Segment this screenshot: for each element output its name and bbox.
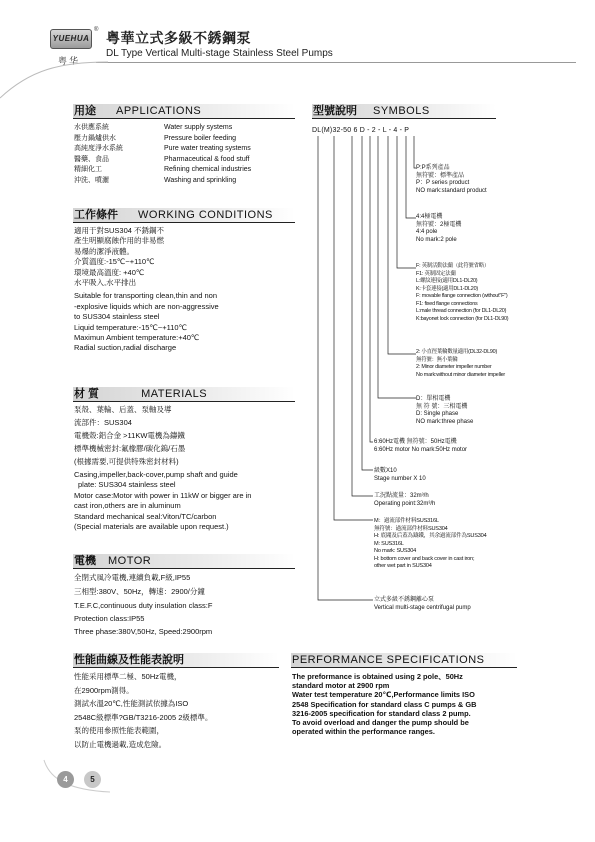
- symbol-line: Operating point:32m³/h: [374, 500, 436, 507]
- performance-curve-heading: [73, 653, 279, 668]
- symbol-line: 無符號：2極電機: [416, 221, 462, 228]
- perf-en-line: 2548 Specification for standard class C pumps & GB: [292, 699, 477, 709]
- perf-specs-heading-en: PERFORMANCE SPECIFICATIONS: [292, 654, 485, 666]
- working-line: 水平吸入,水平排出: [74, 277, 137, 287]
- app-en-5: Refining chemical industries: [164, 166, 252, 173]
- symbol-line: 無符號：過流部件材料SUS304: [374, 525, 448, 532]
- motor-line: 三相型:380V、50Hz，轉速：2900/分鐘: [74, 587, 205, 596]
- symbol-line: 無符號：標準產品: [416, 172, 465, 179]
- symbol-line: K:bayonet lock connection (for DL1-DL90): [416, 315, 509, 322]
- symbol-line: 無 符 號：三相電機: [416, 403, 468, 410]
- symbol-line: K:卡套連接(適用DL1-DL20): [416, 285, 478, 292]
- performance-specs-heading: [291, 653, 517, 668]
- symbol-line: F1: 英制固定法蘭: [416, 270, 456, 277]
- perf-en-line: standard motor at 2900 rpm: [292, 681, 390, 691]
- page-number-right: 5: [84, 771, 101, 788]
- app-en-1: Water supply systems: [164, 124, 233, 131]
- symbol-line: Stage number X 10: [374, 475, 426, 482]
- symbol-line: 2: 小直徑葉輪數量適用(DL32-DL90): [416, 349, 498, 355]
- working-conditions-text: [74, 226, 219, 354]
- working-heading-cn: 工作條件: [74, 209, 118, 221]
- materials-line: plate: SUS304 stainless steel: [78, 480, 176, 490]
- symbol-line: No mark: SUS304: [374, 548, 417, 554]
- symbol-line: 級數X10: [374, 468, 397, 474]
- symbol-line: NO mark:three phase: [416, 418, 474, 425]
- app-en-6: Washing and sprinkling: [164, 176, 237, 184]
- perf-cn-line: 在2900rpm測得。: [74, 685, 134, 695]
- symbol-desc-L: [416, 263, 508, 323]
- symbol-desc-DL: [374, 597, 471, 612]
- page-title-en: DL Type Vertical Multi-stage Stainless Steel Pumps: [106, 48, 333, 59]
- symbol-line: M：過流部件材料SUS316L: [374, 518, 439, 524]
- motor-heading-cn: 電機: [74, 555, 96, 567]
- symbol-line: P:P系列產品: [416, 165, 450, 171]
- perf-cn-line: 泵的使用參照性能表範圍，: [74, 726, 164, 735]
- symbol-line: D：單相電機: [416, 396, 451, 402]
- working-line: 產生明顯腐蝕作用的非易燃: [74, 236, 164, 246]
- symbol-line: 立式多級不銹鋼離心泵: [374, 597, 435, 603]
- materials-line: 電機殼:鋁合金 >11KW電機為鑄鐵: [74, 431, 185, 440]
- materials-line: 流部件：SUS304: [74, 418, 132, 427]
- working-heading-en: WORKING CONDITIONS: [138, 209, 273, 221]
- working-line: Maximun Ambient temperature:+40℃: [74, 332, 200, 342]
- symbol-line: F: 英制活動法蘭（此符號省略）: [416, 263, 490, 269]
- materials-heading-cn: 材 質: [74, 388, 100, 400]
- perf-en-line: operated within the performance ranges.: [292, 727, 435, 737]
- symbol-line: F1: fixed flange connections: [416, 300, 478, 307]
- perf-en-line: 3216-2005 specification for standard class 2 pump.: [292, 708, 471, 718]
- working-conditions-heading: [73, 208, 295, 223]
- symbol-line: H: bottom cover and back cover in cast iron;: [374, 555, 475, 562]
- symbol-line: M: SUS316L: [374, 540, 404, 547]
- header-divider: [96, 62, 576, 63]
- materials-heading-en: MATERIALS: [141, 388, 208, 400]
- working-line: -explosive liquids which are non-aggressive: [74, 301, 219, 311]
- materials-line: Motor case:Motor with power in 11kW or bigger are in: [74, 490, 252, 500]
- app-en-2: Pressure boiler feeding: [164, 134, 236, 142]
- app-cn-5: 精細化工: [74, 166, 102, 173]
- perf-cn-line: 2548C級標準?GB/T3216-2005 2級標準。: [74, 712, 213, 722]
- symbol-line: 4:4極電機: [416, 214, 443, 220]
- symbol-line: 6:60Hz motor No mark:50Hz motor: [374, 446, 468, 453]
- symbols-heading-en: SYMBOLS: [373, 105, 430, 117]
- symbol-desc-4: [416, 214, 461, 244]
- materials-line: (Special materials are available upon request.): [74, 521, 229, 531]
- symbol-line: No mark:2 pole: [416, 236, 457, 243]
- symbol-desc-P: [416, 165, 487, 195]
- working-line: Liquid temperature:-15℃~+110℃: [74, 322, 188, 332]
- header-curve-decoration: [0, 60, 110, 100]
- working-line: 環境最高溫度: +40℃: [74, 267, 145, 277]
- perf-curve-heading-cn: 性能曲線及性能表說明: [74, 654, 184, 666]
- perf-cn-line: 性能采用標準二極、50Hz電機，: [74, 672, 182, 681]
- app-cn-4: 醫藥、食品: [74, 155, 109, 163]
- working-line: Suitable for transporting clean,thin and non: [74, 291, 218, 301]
- app-cn-6: 沖洗、噴灑: [74, 176, 109, 184]
- motor-line: T.E.F.C,continuous duty insulation class:F: [74, 601, 213, 610]
- symbol-line: other wet part in SUS304: [374, 563, 432, 569]
- logo-subtitle: 粤华: [58, 57, 81, 67]
- app-en-3: Pure water treating systems: [164, 145, 251, 152]
- symbol-line: Vertical multi-stage centrifugal pump: [374, 604, 471, 611]
- symbol-line: 工況點流量：32m³/h: [374, 493, 429, 499]
- page-number-left: 4: [57, 771, 74, 788]
- symbols-heading: [312, 104, 496, 119]
- footer-decoration: [40, 756, 120, 796]
- symbol-desc-2: [416, 349, 505, 379]
- working-line: 介質溫度:-15℃~+110℃: [74, 257, 155, 267]
- materials-line: 泵殼、葉輪、后蓋、泵軸及導: [74, 405, 172, 414]
- materials-line: 標準機械密封:氟橡膠/碳化鎢/石墨: [74, 444, 186, 453]
- working-line: 適用于對SUS304 不銹鋼不: [74, 226, 165, 235]
- app-en-4: Pharmaceutical & food stuff: [164, 155, 250, 163]
- registered-mark: ®: [94, 27, 99, 33]
- working-line: 易爆的潔淨液體。: [74, 246, 134, 256]
- applications-heading-cn: 用途: [74, 105, 96, 117]
- applications-heading: [73, 104, 295, 119]
- symbol-line: 無符號：無小葉輪: [416, 356, 458, 363]
- symbol-line: H: 底閥及后蓋為鑄鐵，其余過流部件為SUS304: [374, 533, 487, 539]
- materials-heading: [73, 387, 295, 402]
- symbol-line: F: movable flange connection (without"F"): [416, 293, 508, 299]
- motor-text: [74, 573, 212, 640]
- logo-plate: YUEHUA: [50, 29, 92, 49]
- symbol-desc-32: [374, 493, 435, 508]
- motor-line: Protection class:IP55: [74, 614, 145, 623]
- applications-heading-en: APPLICATIONS: [116, 105, 202, 117]
- symbol-desc-50: [374, 468, 426, 483]
- perf-cn-line: 測試水溫20℃,性能測試依據為ISO: [74, 699, 189, 708]
- symbol-line: L:螺紋連接(適用DL1-DL20): [416, 278, 478, 284]
- symbol-desc-M: [374, 518, 486, 571]
- materials-text: [74, 405, 251, 532]
- performance-curve-text: [74, 672, 212, 753]
- symbols-heading-cn: 型號說明: [313, 105, 357, 117]
- app-cn-3: 高純度淨水系統: [74, 145, 123, 152]
- symbol-line: No mark:without minor diameter impeller: [416, 371, 505, 378]
- motor-heading: [73, 554, 295, 569]
- symbol-line: D: Single phase: [416, 411, 459, 417]
- app-cn-1: 水供應系統: [74, 124, 109, 131]
- motor-heading-en: MOTOR: [108, 555, 152, 567]
- model-code: DL(M)32-50 6 D - 2 - L - 4 - P: [312, 127, 410, 134]
- symbol-line: 6:60Hz電機 無符號：50Hz電機: [374, 439, 457, 445]
- performance-specs-text: [292, 672, 476, 736]
- page-title-cn: 粤華立式多級不銹鋼泵: [106, 30, 251, 46]
- perf-en-line: Water test temperature 20℃,Performance limits ISO: [292, 690, 475, 700]
- perf-en-line: The preformance is obtained using 2 pole、50Hz: [292, 672, 463, 681]
- symbol-line: L:male thread connection (for DL1-DL20): [416, 308, 507, 314]
- working-line: Radial suction,radial discharge: [74, 343, 177, 353]
- symbol-line: NO mark:standard product: [416, 187, 487, 194]
- materials-line: Casing,impeller,back-cover,pump shaft and guide: [74, 470, 238, 479]
- symbol-line: P：P series product: [416, 180, 470, 186]
- motor-line: 全閉式風冷電機,連續負載,F級,IP55: [74, 573, 191, 582]
- symbol-line: 2: Minor diameter impeller number: [416, 364, 492, 370]
- symbol-desc-D: [416, 396, 473, 426]
- symbol-desc-6: [374, 439, 467, 454]
- perf-cn-line: 以防止電機過載,造成危險。: [74, 739, 167, 749]
- symbol-line: 4:4 pole: [416, 229, 438, 235]
- perf-en-line: To avoid overload and danger the pump should be: [292, 717, 469, 727]
- working-line: to SUS304 stainless steel: [74, 312, 160, 322]
- motor-line: Three phase:380V,50Hz, Speed:2900rpm: [74, 627, 213, 636]
- app-cn-2: 壓力鍋爐供水: [74, 134, 116, 142]
- materials-line: Standard mechanical seal:Viton/TC/carbon: [74, 511, 217, 521]
- materials-line: (根據需要,可提供特殊密封材料): [74, 457, 179, 466]
- materials-line: cast iron,others are in aluminum: [74, 501, 181, 511]
